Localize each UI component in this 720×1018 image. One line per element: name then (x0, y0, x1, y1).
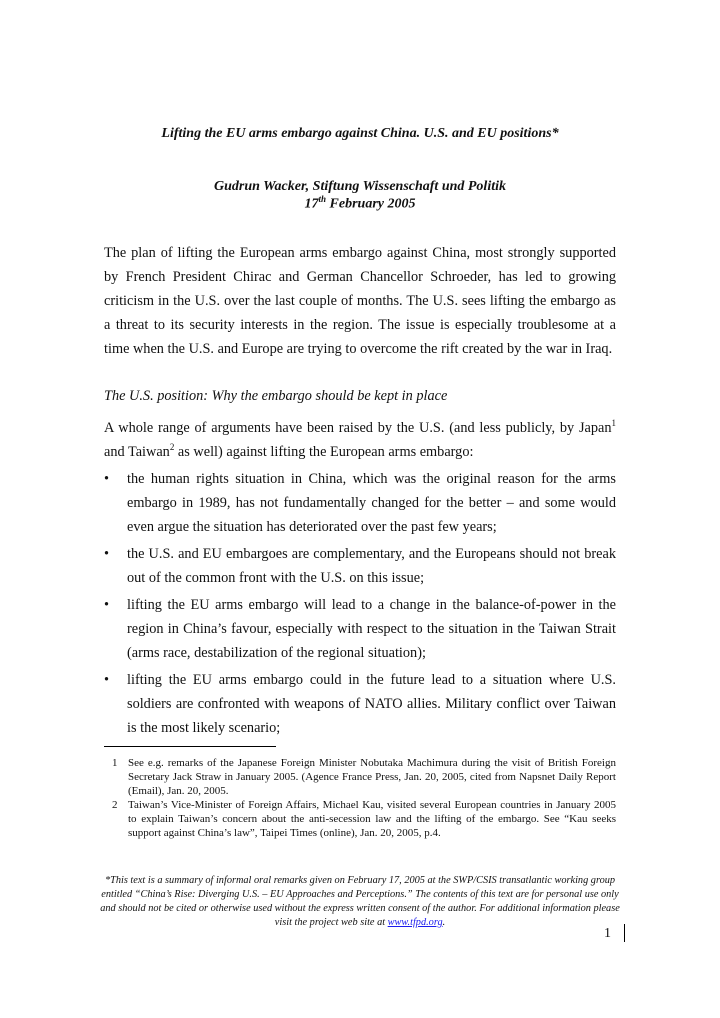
bullet-text: lifting the EU arms embargo will lead to a change in the balance-of-power in the region in China’s favour, especially with respect to the situation in the Taiwan Strait (arms race, destabilization of the regional situation); (127, 597, 616, 661)
page-number-bar (624, 924, 625, 942)
footnote-text: Taiwan’s Vice-Minister of Foreign Affairs, Michael Kau, visited several European countries in January 2005 to explain Taiwan’s concern about the anti-secession law and the lifting of the embargo. See “Kau seeks support against China’s law”, Taipei Times (online), Jan. 20, 2005, p.4. (128, 799, 616, 839)
summary-end: . (442, 917, 446, 928)
footnote-text: See e.g. remarks of the Japanese Foreign Minister Nobutaka Machimura during the visit of British Foreign Secretary Jack Straw in January 2005. (Agence France Press, Jan. 20, 2005, cited from Napsnet Daily Report (Email), Jan. 20, 2005. (128, 757, 616, 797)
footnote-divider (104, 746, 276, 747)
bullet-icon: • (104, 597, 110, 613)
bullet-text: the U.S. and EU embargoes are complementary, and the Europeans should not break out of the common front with the U.S. on this issue; (127, 546, 616, 586)
page-number: 1 (604, 926, 611, 941)
author-line: Gudrun Wacker, Stiftung Wissenschaft und Politik (213, 179, 506, 194)
arguments-intro-part2: and Taiwan (104, 444, 170, 460)
document-title: Lifting the EU arms embargo against China. U.S. and EU positions* (161, 126, 559, 141)
bullet-item (104, 467, 616, 539)
date-day: 17 (304, 196, 319, 212)
bullet-item (104, 542, 616, 590)
footnote (112, 798, 616, 840)
intro-paragraph: The plan of lifting the European arms embargo against China, most strongly supported by French President Chirac and German Chancellor Schroeder, has led to growing criticism in the U.S. over the last couple of months. The U.S. sees lifting the embargo as a threat to its security interests in the region. The issue is especially troublesome at a time when the U.S. and Europe are trying to overcome the rift created by the war in Iraq. (104, 245, 616, 357)
summary-note (100, 874, 620, 930)
bullet-icon: • (104, 471, 110, 487)
footnote-number: 1 (112, 757, 118, 769)
date-rest: February 2005 (326, 196, 416, 212)
bullet-text: the human rights situation in China, which was the original reason for the arms embargo in 1989, has not fundamentally changed for the better – and some would even argue the situation has deteriorated over the past few years; (127, 471, 616, 535)
footnote-ref-2: 2 (169, 442, 175, 453)
footnote (112, 756, 616, 798)
arguments-intro-part3: as well) against lifting the European arms embargo: (174, 444, 474, 460)
bullet-text: lifting the EU arms embargo could in the future lead to a situation where U.S. soldiers are confronted with weapons of NATO allies. Military conflict over Taiwan is the most likely scenario; (127, 672, 616, 736)
arguments-intro-paragraph (104, 416, 616, 464)
arguments-intro-part1: A whole range of arguments have been raised by the U.S. (and less publicly, by Japan (104, 420, 612, 436)
footnote-ref-1: 1 (611, 418, 616, 429)
project-website-link[interactable]: www.tfpd.org (387, 917, 443, 928)
bullet-icon: • (104, 546, 110, 562)
footnote-number: 2 (112, 799, 118, 811)
bullet-item (104, 593, 616, 665)
bullet-icon: • (104, 672, 110, 688)
date-suffix: th (318, 194, 327, 204)
summary-text: *This text is a summary of informal oral remarks given on February 17, 2005 at the SWP/CSIS transatlantic working group entitled “China’s Rise: Diverging U.S. – EU Approaches and Perceptions.” The contents of this text are for personal use only and should not be cited or otherwise used without the express written consent of the author. For additional information please visit the project web site at (100, 875, 620, 928)
bullet-item (104, 668, 616, 740)
date-line (0, 194, 720, 213)
section-heading: The U.S. position: Why the embargo should be kept in place (104, 388, 448, 404)
